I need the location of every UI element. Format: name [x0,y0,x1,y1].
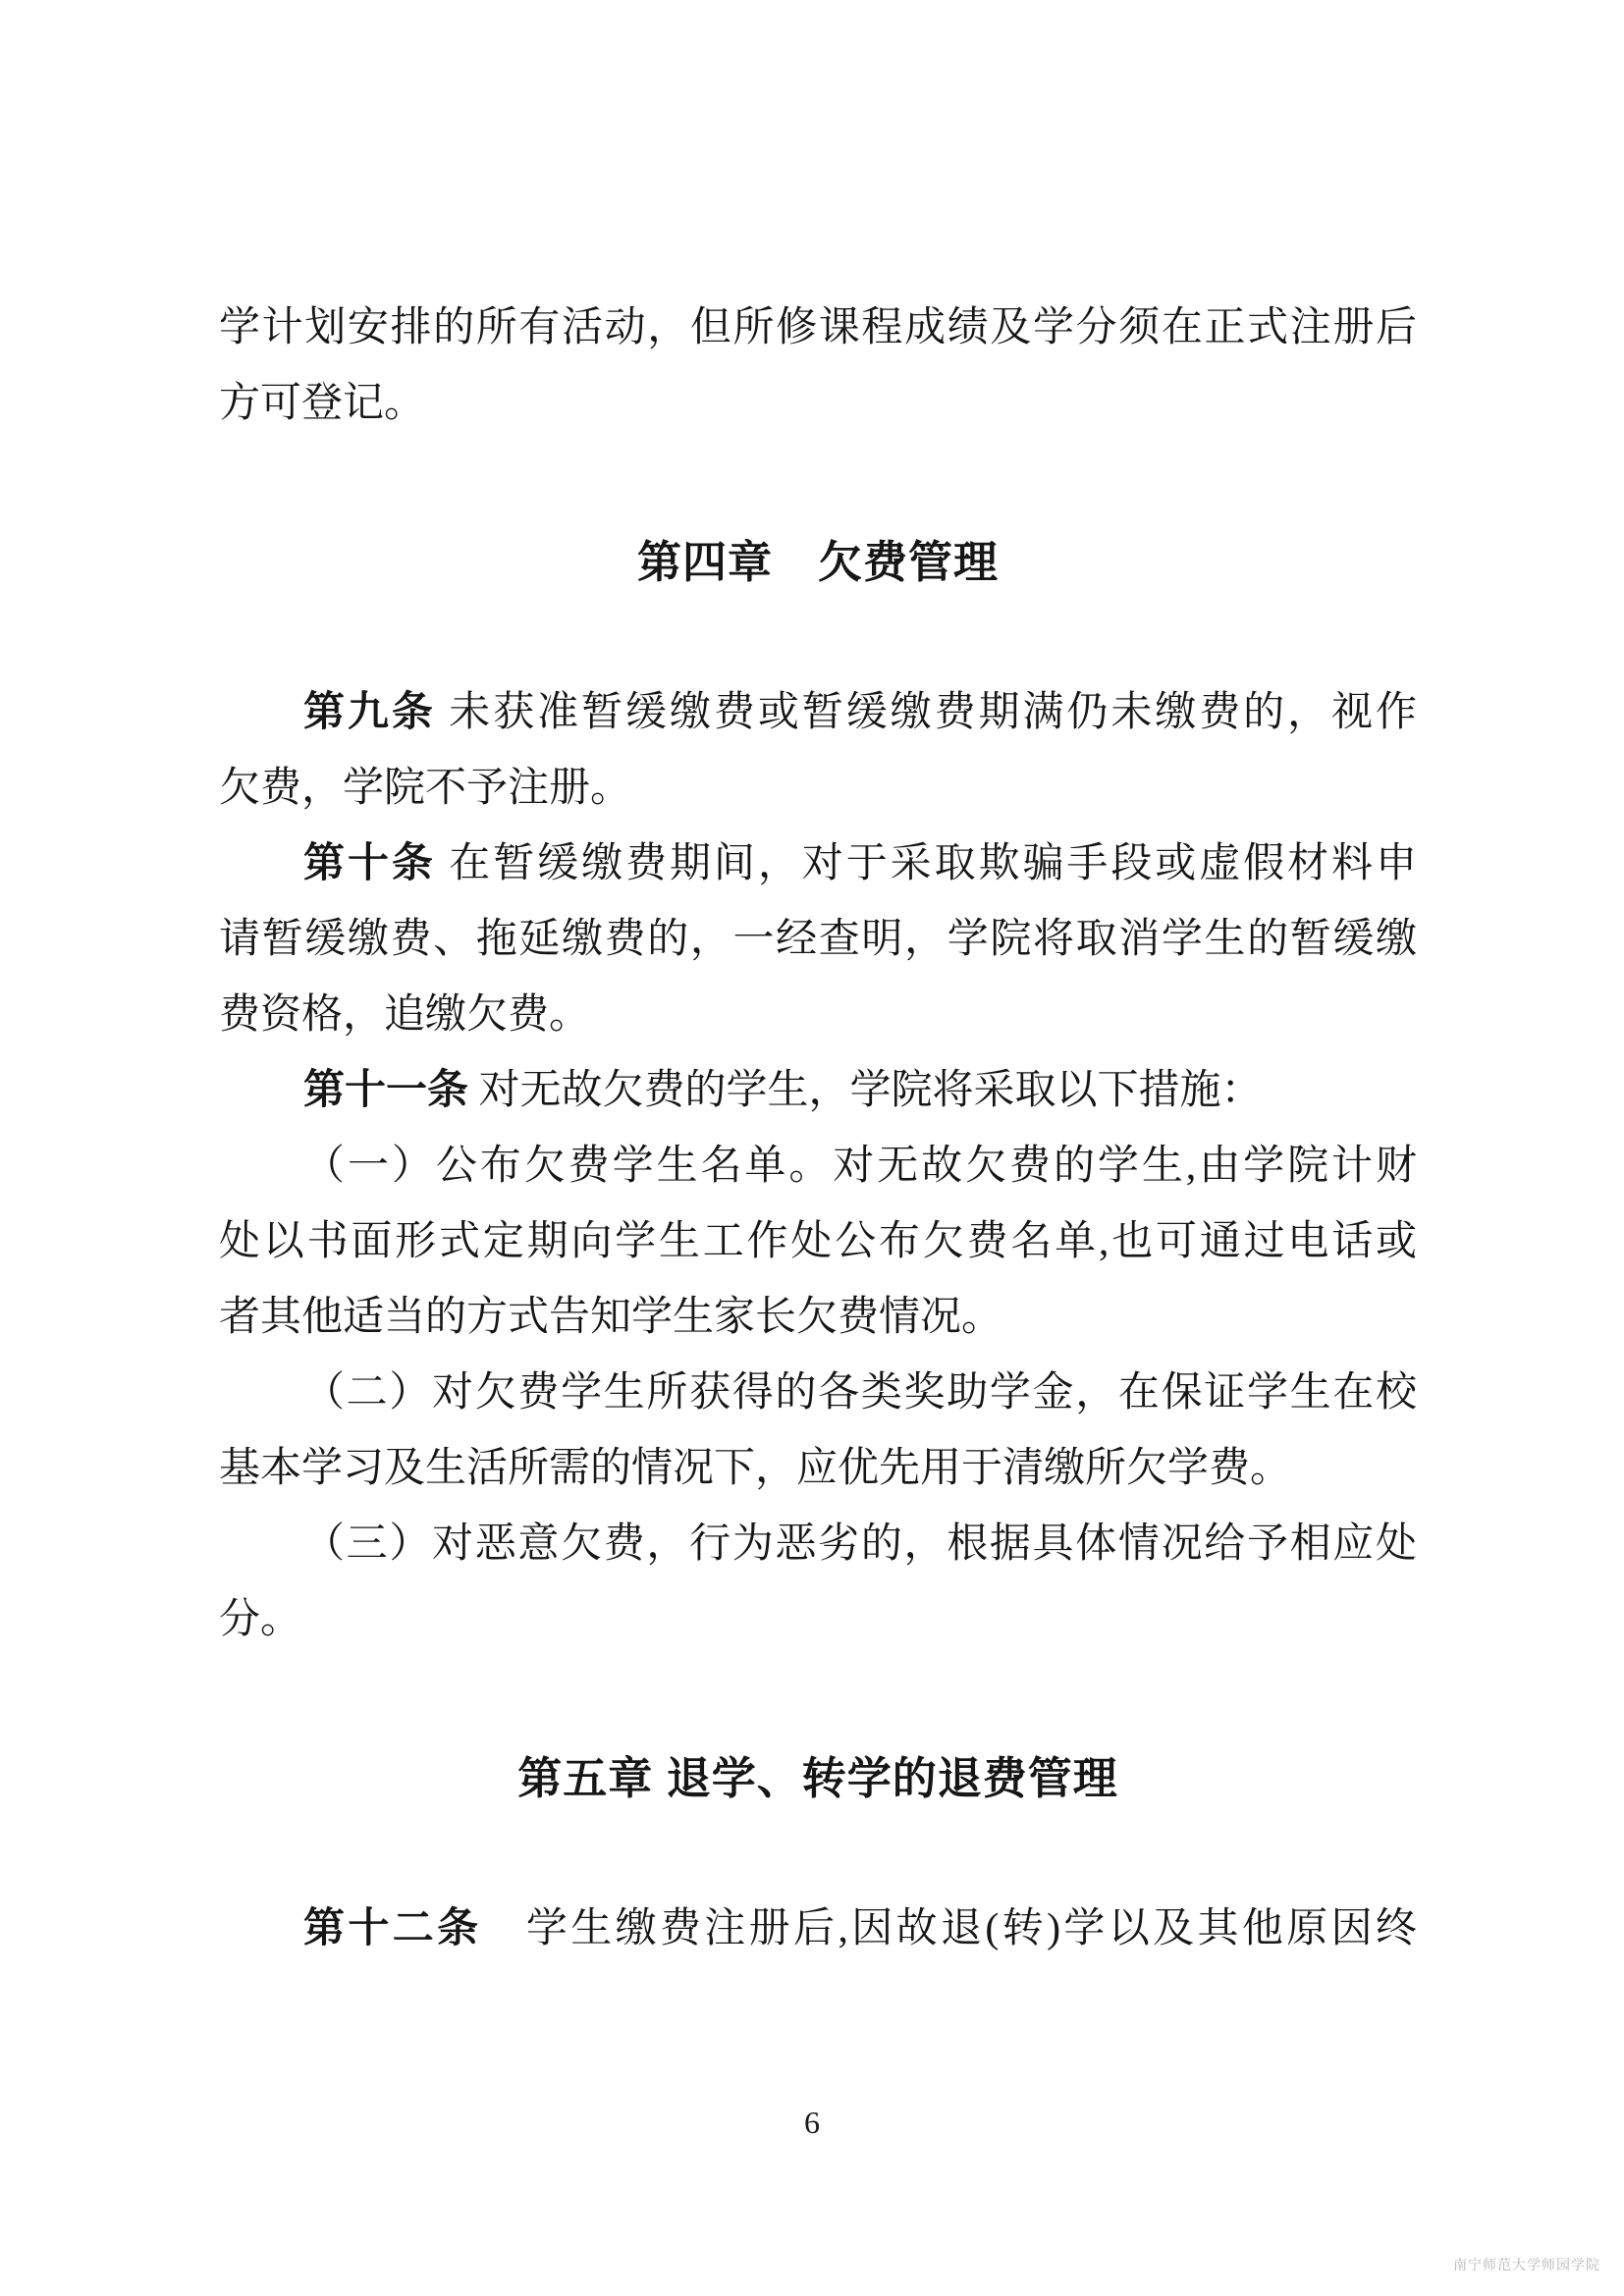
text-line: （三）对恶意欠费，行为恶劣的，根据具体情况给予相应处 [303,1522,1417,1567]
watermark: 南宁师范大学师园学院 [1453,2257,1600,2272]
article-number: 第十一条 [303,1068,469,1113]
text-line [219,1892,1417,1967]
paragraph [219,1892,1417,1967]
text-line: 欠费，学院不予注册。 [219,766,632,811]
text-line [219,1053,1417,1129]
document-body [219,291,1417,1967]
article-number: 第十二条 [303,1906,482,1951]
paragraph [219,827,1417,1053]
text-line [219,675,1417,751]
text-line: 学计划安排的所有活动，但所修课程成绩及学分须在正式注册后 [219,305,1417,350]
article-number: 第九条 [303,690,436,735]
paragraph [219,1507,1417,1658]
text-line [219,827,1417,902]
paragraph [219,675,1417,827]
text-line: 费资格，追缴欠费。 [219,992,591,1038]
paragraph [219,1053,1417,1129]
text-line: 方可登记。 [219,381,426,426]
text-line: 者其他适当的方式告知学生家长欠费情况。 [219,1295,1003,1340]
line-text: 学生缴费注册后,因故退(转)学以及其他原因终 [481,1906,1417,1951]
paragraph [219,1356,1417,1507]
text-line: 处以书面形式定期向学生工作处公布欠费名单,也可通过电话或 [219,1219,1417,1264]
chapter-heading: 第五章 退学、转学的退费管理 [517,1753,1118,1803]
text-line: 基本学习及生活所需的情况下，应优先用于清缴所欠学费。 [219,1446,1292,1491]
article-number: 第十条 [303,841,436,886]
paragraph [219,291,1417,442]
paragraph [219,1129,1417,1356]
text-line: 分。 [219,1597,302,1642]
line-text: 未获准暂缓缴费或暂缓缴费期满仍未缴费的，视作 [435,690,1417,735]
line-text: 在暂缓缴费期间，对于采取欺骗手段或虚假材料申 [435,841,1417,886]
text-line: （一）公布欠费学生名单。对无故欠费的学生,由学院计财 [303,1144,1417,1189]
page-number: 6 [804,2105,820,2140]
chapter-heading: 第四章 欠费管理 [636,537,999,587]
text-line: 请暂缓缴费、拖延缴费的，一经查明，学院将取消学生的暂缓缴 [219,917,1417,962]
text-line: （二）对欠费学生所获得的各类奖助学金，在保证学生在校 [303,1370,1417,1415]
line-text: 对无故欠费的学生，学院将采取以下措施： [468,1068,1263,1113]
